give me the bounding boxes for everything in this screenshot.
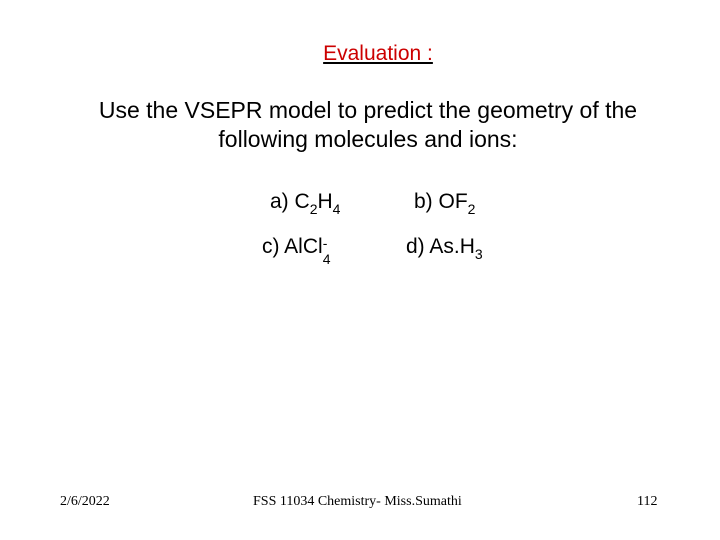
question-text <box>0 96 720 154</box>
footer-date: 2/6/2022 <box>60 494 110 509</box>
item-a-prefix: a) C <box>270 190 310 213</box>
item-c <box>262 233 333 267</box>
slide-title <box>0 40 720 68</box>
slide-title-text: Evaluation : <box>323 42 433 65</box>
question-line-1: Use the VSEPR model to predict the geometry of the <box>98 97 638 123</box>
item-d <box>406 233 483 262</box>
item-c-prefix: c) AlCl <box>262 235 323 258</box>
item-c-charge <box>322 233 333 267</box>
item-a <box>270 188 340 217</box>
item-a-sub1: 2 <box>309 201 318 217</box>
item-d-prefix: d) As.H <box>406 235 475 258</box>
item-a-mid: H <box>317 190 333 213</box>
item-c-sub: 4 <box>322 251 331 267</box>
item-d-sub1: 3 <box>474 246 483 262</box>
item-a-sub2: 4 <box>332 201 341 217</box>
item-b-prefix: b) OF <box>414 190 468 213</box>
footer-course: FSS 11034 Chemistry- Miss.Sumathi <box>253 494 462 509</box>
footer-page-number: 112 <box>637 494 658 509</box>
item-b <box>414 188 475 217</box>
question-line-2: following molecules and ions: <box>218 126 518 152</box>
item-b-sub1: 2 <box>467 201 476 217</box>
item-c-sup: - <box>322 235 328 251</box>
